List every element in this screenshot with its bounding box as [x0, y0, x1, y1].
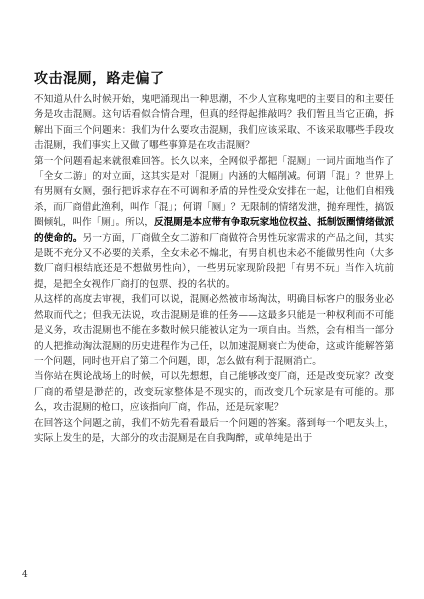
page-number: 4: [22, 570, 28, 580]
paragraph-3: 从这样的高度去审视，我们可以说，混厕必然被市场淘汰，明确目标客户的服务业必然取而代之；但我无法说，攻击混厕是谁的任务——这最多只能是一种权利而不可能是义务，攻击混厕也不能在多数时候只能被认定为一项自由。当然，会有相当一部分的人把推动淘汰混厕的历史进程作为己任，以加速混厕衰亡为使命，这或许能解答第一个问题，同时也开启了第二个问题，即，怎么做有利于混厕消亡。: [34, 294, 394, 367]
paragraph-5: 在回答这个问题之前，我们不妨先看看最后一个问题的答案。落到每一个吧友头上，实际上发生的是，大部分的攻击混厕是在自我陶醉，或单纯是出于: [34, 417, 394, 444]
paragraph-1: 不知道从什么时候开始，鬼吧涌现出一种思潮，不少人宣称鬼吧的主要目的和主要任务是攻击混厕。这句话看似合情合理，但真的经得起推敲吗？我们暂且当它正确，拆解出下面三个问题来：我们为什么要攻击混厕，我们应该采取、不该采取哪些手段攻击混厕，我们事实上又做了哪些事算是在攻击混厕？: [34, 94, 394, 152]
paragraph-2-bold: 反混厕是本应带有争取玩家地位权益、抵制饭圈情绪做派的使命的。: [34, 217, 395, 244]
paragraph-4: 当你站在舆论战场上的时候，可以先想想，自己能够改变厂商，还是改变玩家？改变厂商的希望是渺茫的，改变玩家整体是不现实的，而改变几个玩家是有可能的。那么，攻击混厕的枪口，应该指向厂商，作品，还是玩家呢？: [34, 371, 394, 414]
article-title: 攻击混厕，路走偏了: [34, 71, 165, 87]
document-page: [34, 70, 394, 446]
paragraph-2: [34, 154, 394, 293]
paragraph-2-post: 另一方面，厂商做全女二游和厂商做符合男性玩家需求的产品之间，其实是既不充分又不必要的关系，全女未必不煽北，有男自机也未必不能做男性向（大多数厂商归根结底还是不想做男性向），一些男玩家现阶段把「有男不玩」当作入坑前提，是把全女视作厂商打的包票、投的名状的。: [34, 232, 395, 290]
paragraph-2-pre: 第一个问题看起来就很难回答。长久以来，全网似乎都把「混厕」一词片面地当作了「全女二游」的对立面，这其实是对「混厕」内涵的大幅削减。何谓「混」？世界上有男厕有女厕，强行把诉求存在不可调和矛盾的异性受众安排在一起，让他们自相残杀，而厂商借此渔利，叫作「混」；何谓「厕」？无限制的情绪发泄，抛弃理性，搞饭圈倾轧，叫作「厕」。所以，: [34, 155, 394, 229]
